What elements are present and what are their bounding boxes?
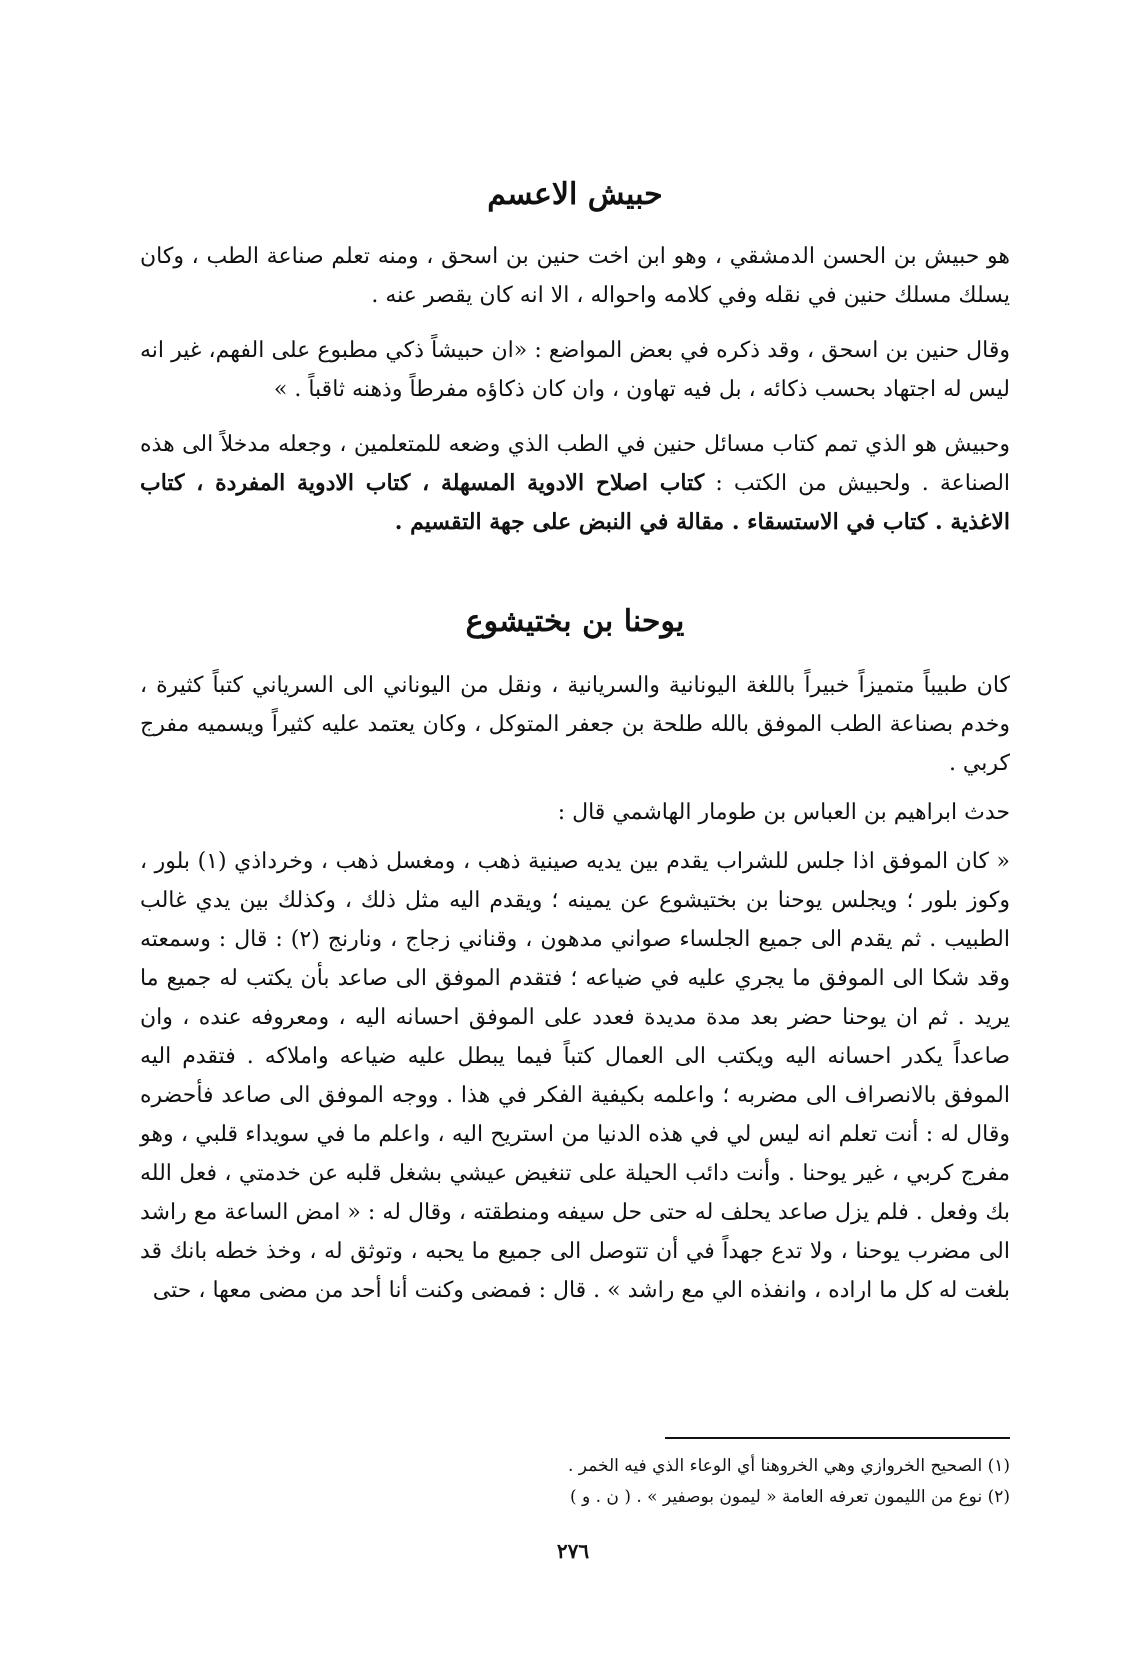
narration-intro: حدث ابراهيم بن العباس بن طومار الهاشمي قال : [557,800,1010,825]
footnote-item: (١) الصحيح الخروازي وهي الخروهنا أي الوعاء الذي فيه الخمر . [568,1456,1010,1476]
biography-paragraph: كان طبيباً متميزاً خبيراً باللغة اليونانية والسريانية ، ونقل من اليوناني الى السرياني كتباً كثيرة ، وخدم بصناعة الطب الموفق بالله طلحة بن جعفر المتوكل ، وكان يعتمد عليه كثيراً ويسميه مفرج كربي . [140,673,1010,776]
works-paragraph [140,425,1010,542]
biography-paragraph: هو حبيش بن الحسن الدمشقي ، وهو ابن اخت حنين بن اسحق ، ومنه تعلم صناعة الطب ، وكان يسلك مسلك حنين في نقله وفي كلامه واحواله ، الا انه كان يقصر عنه . [140,244,1010,308]
footnote-divider [665,1437,1010,1439]
narration-paragraph: « كان الموفق اذا جلس للشراب يقدم بين يديه صينية ذهب ، ومغسل ذهب ، وخرداذي (١) بلور ، وكوز بلور ؛ ويجلس يوحنا بن بختيشوع عن يمينه ؛ ويقدم اليه مثل ذلك ، وكذلك بين يدي غالب الطبيب . ثم يقدم الى جميع الجلساء صواني مدهون ، وقناني زجاج ، ونارنج (٢) : قال : وسمعته وقد شكا الى الموفق ما يجري عليه في ضياعه ؛ فتقدم الموفق الى صاعد بأن يكتب له جميع ما يريد . ثم ان يوحنا حضر بعد مدة مديدة فعدد على الموفق احسانه اليه ، ومعروفه عنده ، وان صاعداً يكدر احسانه اليه ويكتب الى العمال كتباً فيما يبطل عليه ضياعه واملاكه . فتقدم اليه الموفق بالانصراف الى مضربه ؛ واعلمه بكيفية الفكر في هذا . ووجه الموفق الى صاعد فأحضره وقال له : أنت تعلم انه ليس لي في هذه الدنيا من استريح اليه ، واعلم ما في سويداء قلبي ، وهو مفرج كربي ، غير يوحنا . وأنت دائب الحيلة على تنغيض عيشي بشغل قلبه عن خدمتي ، فعل الله بك وفعل . فلم يزل صاعد يحلف له حتى حل سيفه ومنطقته ، وقال له : « امض الساعة مع راشد الى مضرب يوحنا ، ولا تدع جهداً في أن تتوصل الى جميع ما يحبه ، وتوثق له ، وخذ خطه بانك قد بلغت له كل ما اراده ، وانفذه الي مع راشد » . قال : فمضى وكنت أنا أحد من مضى معها ، حتى [140,849,1010,1303]
works-intro: وحبيش هو الذي تمم كتاب مسائل حنين في الطب الذي وضعه للمتعلمين ، وجعله مدخلاً الى هذه الصناعة . ولحبيش من الكتب : [140,432,1011,496]
section-title: حبيش الاعسم [487,177,663,212]
main-content [140,175,1010,1326]
section-title: يوحنا بن بختيشوع [465,604,685,639]
page-number: ٢٧٦ [556,1539,590,1563]
footnote-item: (٢) نوع من الليمون تعرفه العامة « ليمون بوصفير » . ( ن . و ) [569,1487,1010,1507]
quotation-paragraph: وقال حنين بن اسحق ، وقد ذكره في بعض المواضع : «ان حبيشاً ذكي مطبوع على الفهم، غير انه ليس له اجتهاد بحسب ذكائه ، بل فيه تهاون ، وان كان ذكاؤه مفرطاً وذهنه ثاقباً . » [140,338,1010,402]
works-list: كتاب اصلاح الادوية المسهلة ، كتاب الادوية المفردة ، كتاب الاغذية . كتاب في الاستسقاء . مقالة في النبض على جهة التقسيم . [140,470,1010,535]
footnotes [140,1437,1010,1513]
